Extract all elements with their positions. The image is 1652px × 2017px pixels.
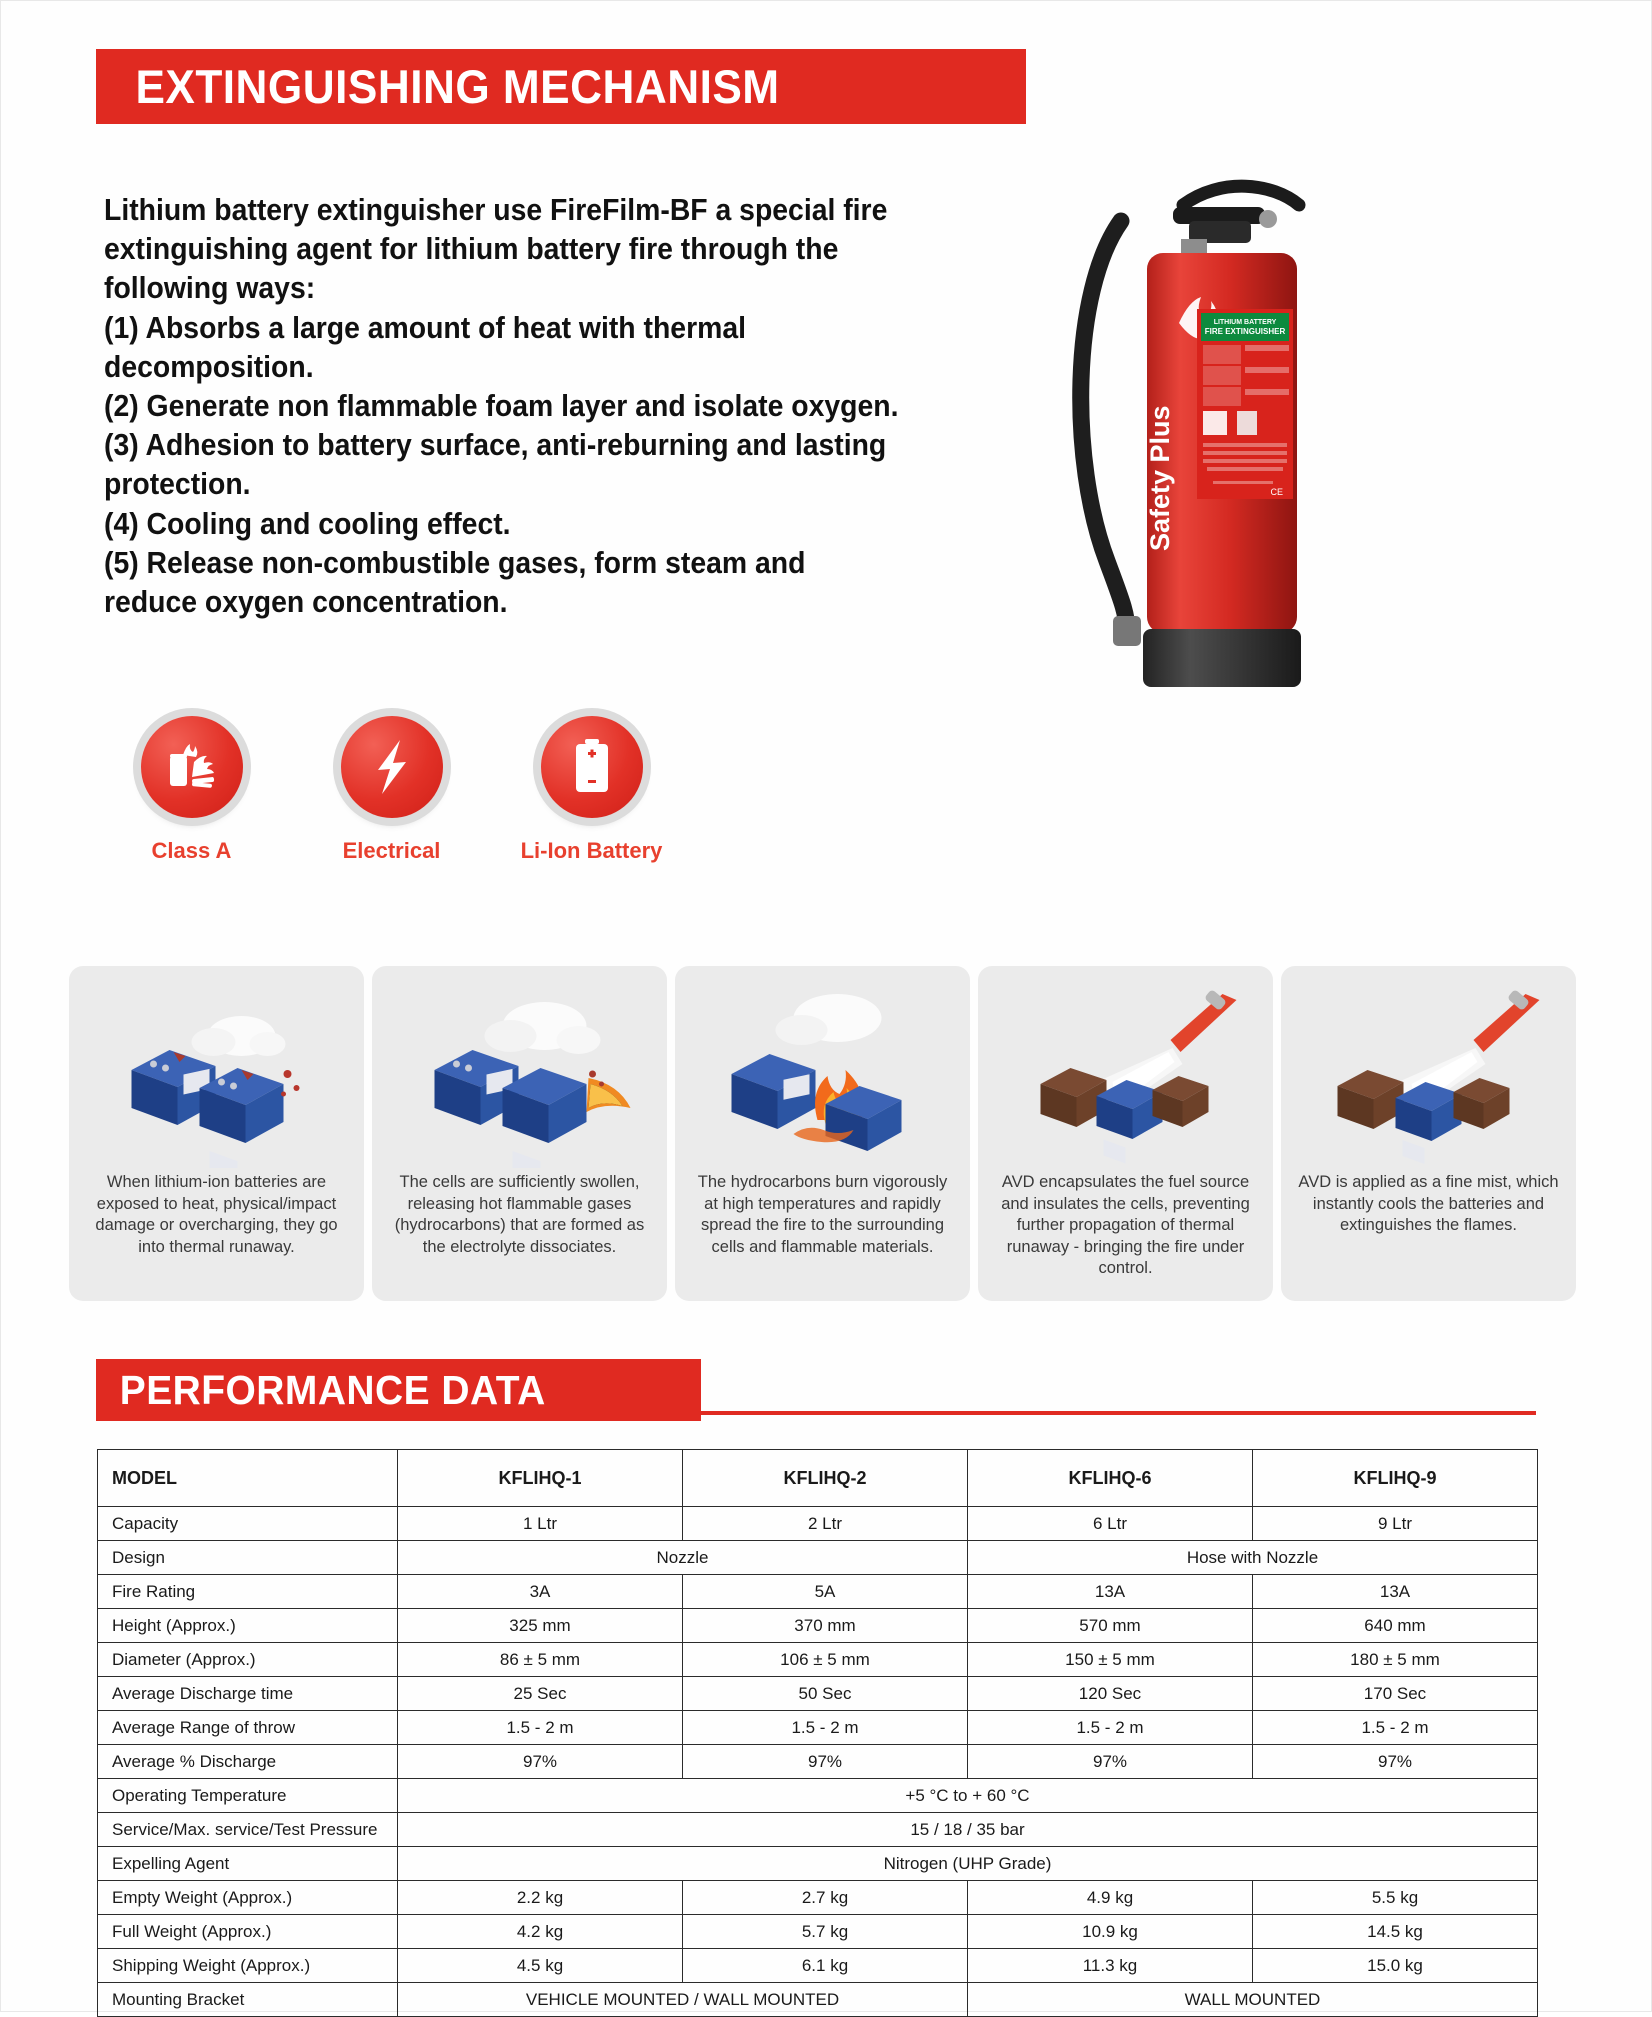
table-cell: 10.9 kg [968, 1915, 1253, 1949]
table-row-label: Average Range of throw [98, 1711, 398, 1745]
badge-label: Electrical [342, 838, 441, 863]
table-cell: 14.5 kg [1253, 1915, 1538, 1949]
table-cell: 1.5 - 2 m [398, 1711, 683, 1745]
process-panel [978, 966, 1273, 1301]
intro-point-5: (5) Release non-combustible gases, form steam and reduce oxygen concentration. [104, 545, 806, 620]
hose [1081, 221, 1127, 631]
hose-nozzle [1113, 616, 1141, 646]
table-row [98, 1847, 1538, 1881]
table-cell: 3A [398, 1575, 683, 1609]
table-cell: 170 Sec [1253, 1677, 1538, 1711]
label-line-1: LITHIUM BATTERY [1213, 319, 1277, 326]
table-row [98, 1677, 1538, 1711]
battery-on-fire-icon [675, 978, 970, 1168]
table-row-label: Diameter (Approx.) [98, 1643, 398, 1677]
table-cell: 4.5 kg [398, 1949, 683, 1983]
table-cell: 15 / 18 / 35 bar [398, 1813, 1538, 1847]
table-row-label: Average Discharge time [98, 1677, 398, 1711]
table-row [98, 1711, 1538, 1745]
table-cell: 325 mm [398, 1609, 683, 1643]
batteries-smoking-icon [69, 978, 364, 1168]
table-row-label: Expelling Agent [98, 1847, 398, 1881]
table-cell: 370 mm [683, 1609, 968, 1643]
table-cell: 106 ± 5 mm [683, 1643, 968, 1677]
label-class-pictogram [1203, 411, 1227, 435]
table-cell: 150 ± 5 mm [968, 1643, 1253, 1677]
table-cell: 5A [683, 1575, 968, 1609]
extinguishing-mechanism-text [104, 191, 904, 622]
table-cell: 5.7 kg [683, 1915, 968, 1949]
table-cell: 97% [968, 1745, 1253, 1779]
panel-caption: The cells are sufficiently swollen, releasing hot flammable gases (hydrocarbons) that are formed as the electrolyte dissociates. [394, 1173, 645, 1256]
section-rule [701, 1411, 1536, 1415]
table-cell: Hose with Nozzle [968, 1541, 1538, 1575]
table-row [98, 1541, 1538, 1575]
panel-caption: AVD encapsulates the fuel source and insulates the cells, preventing further propagation of thermal runaway - bringing the fire under control. [1001, 1173, 1250, 1277]
table-cell: 13A [968, 1575, 1253, 1609]
table-header-row [98, 1450, 1538, 1507]
table-row-label: Shipping Weight (Approx.) [98, 1949, 398, 1983]
intro-point-4: (4) Cooling and cooling effect. [104, 506, 511, 541]
table-header-model-variant: KFLIHQ-1 [398, 1450, 683, 1507]
table-row [98, 1881, 1538, 1915]
table-cell: 1.5 - 2 m [1253, 1711, 1538, 1745]
badge-electrical [329, 716, 454, 864]
extinguisher-spray-icon [978, 978, 1273, 1168]
process-panel [1281, 966, 1576, 1301]
table-cell: 570 mm [968, 1609, 1253, 1643]
table-cell: 13A [1253, 1575, 1538, 1609]
process-panel [69, 966, 364, 1301]
table-cell: 180 ± 5 mm [1253, 1643, 1538, 1677]
ce-mark: CE [1270, 487, 1283, 497]
table-cell: 120 Sec [968, 1677, 1253, 1711]
table-row-label: Height (Approx.) [98, 1609, 398, 1643]
table-row [98, 1643, 1538, 1677]
process-panel [372, 966, 667, 1301]
table-cell: VEHICLE MOUNTED / WALL MOUNTED [398, 1983, 968, 2017]
table-cell: 1 Ltr [398, 1507, 683, 1541]
table-row-label: Average % Discharge [98, 1745, 398, 1779]
table-row [98, 1609, 1538, 1643]
table-row [98, 1507, 1538, 1541]
battery-icon [541, 716, 643, 818]
table-row-label: Full Weight (Approx.) [98, 1915, 398, 1949]
badge-label: Class A [151, 838, 232, 863]
table-cell: Nitrogen (UHP Grade) [398, 1847, 1538, 1881]
section-header-performance-data [96, 1359, 701, 1421]
label-line-2: FIRE EXTINGUISHER [1204, 327, 1286, 336]
table-cell: 50 Sec [683, 1677, 968, 1711]
table-cell: 25 Sec [398, 1677, 683, 1711]
table-cell: 6 Ltr [968, 1507, 1253, 1541]
table-row-label: Operating Temperature [98, 1779, 398, 1813]
intro-point-2: (2) Generate non flammable foam layer and isolate oxygen. [104, 389, 899, 424]
label-battery-pictogram [1237, 411, 1257, 435]
table-row [98, 1813, 1538, 1847]
fire-extinguisher-image [1061, 161, 1361, 781]
battery-venting-gas-icon [372, 978, 667, 1168]
table-cell: 1.5 - 2 m [683, 1711, 968, 1745]
table-cell: 97% [683, 1745, 968, 1779]
intro-lead: Lithium battery extinguisher use FireFilm-BF a special fire extinguishing agent for lithium battery fire through the following ways: [104, 193, 888, 306]
panel-caption: AVD is applied as a fine mist, which instantly cools the batteries and extinguishes the flames. [1298, 1173, 1559, 1234]
table-cell: 97% [1253, 1745, 1538, 1779]
table-cell: 9 Ltr [1253, 1507, 1538, 1541]
table-header-model-variant: KFLIHQ-9 [1253, 1450, 1538, 1507]
section-title: EXTINGUISHING MECHANISM [135, 60, 780, 113]
carry-handle [1183, 186, 1299, 205]
table-cell: +5 °C to + 60 °C [398, 1779, 1538, 1813]
table-cell: 5.5 kg [1253, 1881, 1538, 1915]
table-row [98, 1915, 1538, 1949]
brand-name: Safety Plus [1145, 405, 1175, 551]
section-header-extinguishing-mechanism [96, 49, 1026, 124]
table-cell: 2.2 kg [398, 1881, 683, 1915]
table-cell: 15.0 kg [1253, 1949, 1538, 1983]
table-header-model-variant: KFLIHQ-2 [683, 1450, 968, 1507]
table-cell: 4.9 kg [968, 1881, 1253, 1915]
intro-point-1: (1) Absorbs a large amount of heat with thermal decomposition. [104, 310, 746, 384]
intro-point-3: (3) Adhesion to battery surface, anti-reburning and lasting protection. [104, 428, 887, 502]
table-row-label: Capacity [98, 1507, 398, 1541]
table-cell: 2 Ltr [683, 1507, 968, 1541]
table-cell: 640 mm [1253, 1609, 1538, 1643]
thermal-runaway-process-panels [69, 966, 1576, 1301]
table-row-label: Service/Max. service/Test Pressure [98, 1813, 398, 1847]
table-cell: Nozzle [398, 1541, 968, 1575]
extinguisher-mist-icon [1281, 978, 1576, 1168]
table-cell: 2.7 kg [683, 1881, 968, 1915]
table-cell: 86 ± 5 mm [398, 1643, 683, 1677]
table-cell: 97% [398, 1745, 683, 1779]
panel-caption: The hydrocarbons burn vigorously at high temperatures and rapidly spread the fire to the surrounding cells and flammable materials. [697, 1173, 948, 1256]
table-header-model-variant: KFLIHQ-6 [968, 1450, 1253, 1507]
lightning-bolt-icon [341, 716, 443, 818]
badge-label: Li-Ion Battery [520, 838, 663, 863]
safety-pin [1259, 210, 1277, 228]
class-a-fire-icon [141, 716, 243, 818]
table-header-model: MODEL [98, 1450, 398, 1507]
table-cell: 11.3 kg [968, 1949, 1253, 1983]
base-ring [1143, 629, 1301, 687]
table-cell: WALL MOUNTED [968, 1983, 1538, 2017]
table-row [98, 1575, 1538, 1609]
table-row-label: Empty Weight (Approx.) [98, 1881, 398, 1915]
table-cell: 1.5 - 2 m [968, 1711, 1253, 1745]
table-cell: 6.1 kg [683, 1949, 968, 1983]
performance-data-table [97, 1449, 1538, 2017]
badge-li-ion-battery [520, 716, 663, 864]
badge-class-a [129, 716, 254, 864]
fire-class-badges [129, 716, 663, 864]
table-row [98, 1949, 1538, 1983]
table-row [98, 1983, 1538, 2017]
table-row-label: Fire Rating [98, 1575, 398, 1609]
process-panel [675, 966, 970, 1301]
section-title: PERFORMANCE DATA [119, 1366, 546, 1413]
table-row [98, 1745, 1538, 1779]
table-row-label: Design [98, 1541, 398, 1575]
panel-caption: When lithium-ion batteries are exposed to heat, physical/impact damage or overcharging, they go into thermal runaway. [95, 1173, 338, 1256]
table-cell: 4.2 kg [398, 1915, 683, 1949]
table-row [98, 1779, 1538, 1813]
table-body [98, 1450, 1538, 2017]
table-row-label: Mounting Bracket [98, 1983, 398, 2017]
